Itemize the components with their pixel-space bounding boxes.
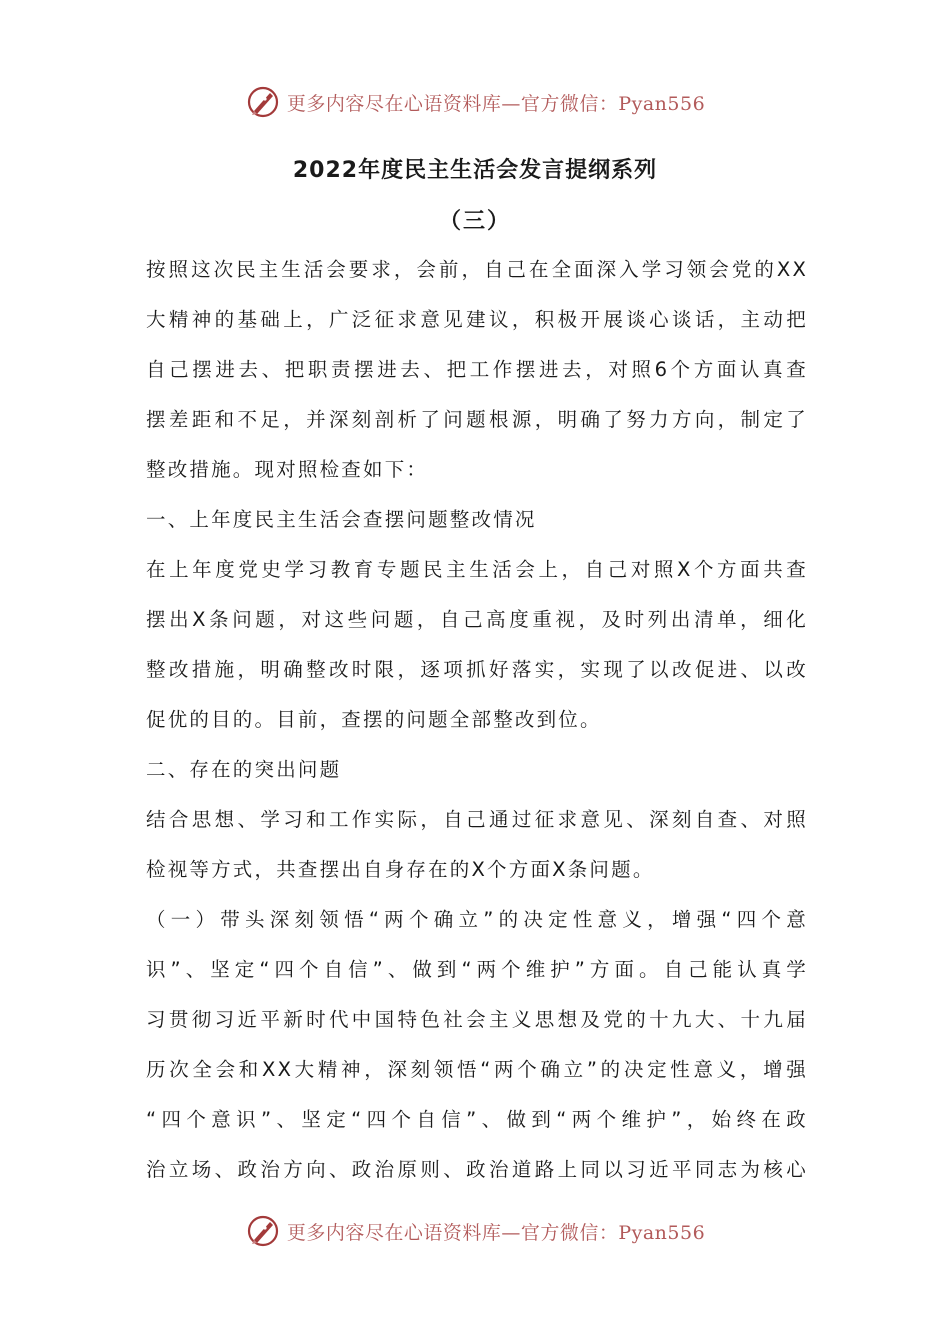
body-line: “四个意识”、坚定“四个自信”、做到“两个维护”，始终在政 xyxy=(146,1108,808,1131)
document-body xyxy=(146,245,808,1195)
body-line: 习贯彻习近平新时代中国特色社会主义思想及党的十九大、十九届 xyxy=(146,1008,808,1031)
body-line: 整改措施。现对照检查如下： xyxy=(146,458,429,481)
pen-logo-icon xyxy=(245,1213,281,1249)
body-line: 在上年度党史学习教育专题民主生活会上，自己对照X个方面共查 xyxy=(146,558,808,581)
subsection-heading-1: （一）带头深刻领悟“两个确立”的决定性意义，增强“四个意 xyxy=(146,908,808,931)
watermark-text: 更多内容尽在心语资料库—官方微信：Pyan556 xyxy=(286,1221,706,1244)
body-line: 检视等方式，共查摆出自身存在的X个方面X条问题。 xyxy=(146,858,655,881)
body-line: 结合思想、学习和工作实际，自己通过征求意见、深刻自查、对照 xyxy=(146,808,808,831)
section-heading-2: 二、存在的突出问题 xyxy=(146,758,342,781)
body-line: 治立场、政治方向、政治原则、政治道路上同以习近平同志为核心 xyxy=(146,1158,808,1181)
body-line: 摆出X条问题，对这些问题，自己高度重视，及时列出清单，细化 xyxy=(146,608,808,631)
section-heading-1: 一、上年度民主生活会查摆问题整改情况 xyxy=(146,508,537,531)
body-line: 自己摆进去、把职责摆进去、把工作摆进去，对照6个方面认真查 xyxy=(146,358,808,381)
body-line: 历次全会和XX大精神，深刻领悟“两个确立”的决定性意义，增强 xyxy=(146,1058,808,1081)
body-line: 按照这次民主生活会要求，会前，自己在全面深入学习领会党的XX xyxy=(146,258,808,281)
body-line: 摆差距和不足，并深刻剖析了问题根源，明确了努力方向，制定了 xyxy=(146,408,808,431)
body-line: 大精神的基础上，广泛征求意见建议，积极开展谈心谈话，主动把 xyxy=(146,308,808,331)
watermark-text: 更多内容尽在心语资料库—官方微信：Pyan556 xyxy=(286,92,706,115)
document-subtitle: （三） xyxy=(438,209,511,234)
pen-logo-icon xyxy=(245,84,281,120)
body-line: 识”、坚定“四个自信”、做到“两个维护”方面。自己能认真学 xyxy=(146,958,808,981)
document-title: 2022年度民主生活会发言提纲系列 xyxy=(292,158,658,183)
body-line: 促优的目的。目前，查摆的问题全部整改到位。 xyxy=(146,708,602,731)
body-line: 整改措施，明确整改时限，逐项抓好落实，实现了以改促进、以改 xyxy=(146,658,808,681)
watermark-banner-top xyxy=(0,82,950,122)
watermark-banner-bottom xyxy=(0,1211,950,1251)
